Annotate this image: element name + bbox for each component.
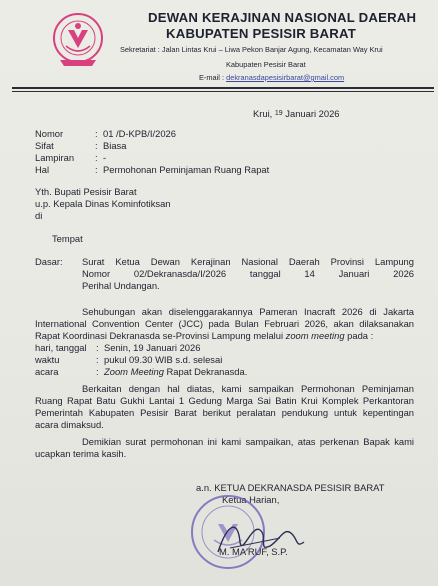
- header-rule-thick: [12, 87, 434, 89]
- signatory-name: M. MA'RUF, S.P.: [219, 546, 288, 557]
- body-p1-line-1: Sehubungan akan diselenggarakannya Pameran Inacraft 2026 di Jakarta: [82, 306, 414, 317]
- meta-value-nomor: 01 /D-KPB/I/2026: [103, 128, 176, 139]
- schedule-colon: :: [96, 366, 99, 377]
- meta-colon: :: [95, 128, 98, 139]
- meta-label-lampiran: Lampiran: [35, 152, 75, 163]
- dasar-label: Dasar:: [35, 256, 63, 267]
- signature-title: Ketua Harian,: [222, 494, 280, 505]
- schedule-value-time: pukul 09.30 WIB s.d. selesai: [104, 354, 223, 365]
- meta-label-nomor: Nomor: [35, 128, 64, 139]
- recipient-line-1: Yth. Bupati Pesisir Barat: [35, 186, 137, 197]
- recipient-line-2: u.p. Kepala Dinas Kominfotiksan: [35, 198, 171, 209]
- meta-colon: :: [95, 164, 98, 175]
- body-p2-line-1: Berkaitan dengan hal diatas, kami sampaikan Permohonan Peminjaman: [82, 383, 414, 394]
- schedule-label-event: acara: [35, 366, 59, 377]
- body-p1-line-2: International Convention Center (JCC) pada Bulan Februari 2026, akan dilaksanakan: [35, 318, 414, 329]
- meta-label-sifat: Sifat: [35, 140, 54, 151]
- regency-name: KABUPATEN PESISIR BARAT: [166, 26, 356, 41]
- body-p2-line-4: acara dimaksud.: [35, 419, 104, 430]
- email-label: E-mail :: [199, 73, 225, 82]
- meta-label-hal: Hal: [35, 164, 50, 175]
- org-name: DEWAN KERAJINAN NASIONAL DAERAH: [148, 10, 417, 25]
- recipient-line-4: Tempat: [52, 233, 83, 244]
- email-address[interactable]: dekranasdapesisirbarat@gmail.com: [226, 73, 345, 82]
- schedule-value-event: Zoom Meeting Rapat Dekranasda.: [104, 366, 248, 377]
- email-line: [199, 73, 344, 82]
- body-p1-line-3: Rapat Koordinasi Dekranasda se-Provinsi Lampung melalui zoom meeting pada :: [35, 330, 374, 341]
- meta-colon: :: [95, 152, 98, 163]
- dasar-line-3: Perihal Undangan.: [82, 280, 160, 291]
- dasar-line-2: Nomor 02/Dekranasda/I/2026 tanggal 14 Januari 2026: [82, 268, 414, 279]
- signature-on-behalf: a.n. KETUA DEKRANASDA PESISIR BARAT: [196, 482, 385, 493]
- schedule-label-time: waktu: [35, 354, 60, 365]
- recipient-line-3: di: [35, 210, 43, 221]
- handwritten-signature: [210, 512, 310, 566]
- body-p3-line-2: ucapkan terima kasih.: [35, 448, 127, 459]
- schedule-label-date: hari, tanggal: [35, 342, 87, 353]
- schedule-value-date: Senin, 19 Januari 2026: [104, 342, 201, 353]
- dekranasda-logo: [52, 8, 104, 70]
- meta-value-sifat: Biasa: [103, 140, 127, 151]
- header-rule-thin: [12, 91, 434, 92]
- body-p2-line-3: Pemerintah Kabupaten Pesisir Barat berikut peralatan pendukung untuk kepentingan: [35, 407, 414, 418]
- body-p2-line-2: Ruang Rapat Batu Gukhi Lantai 1 Gedung Marga Sai Batin Krui Komplek Perkantoran: [35, 395, 414, 406]
- address-city: Kabupaten Pesisir Barat: [226, 60, 306, 69]
- secretariat-address: Sekretariat : Jalan Lintas Krui – Liwa Pekon Banjar Agung, Kecamatan Way Krui: [120, 45, 383, 54]
- schedule-colon: :: [96, 342, 99, 353]
- body-p3-line-1: Demikian surat permohonan ini kami sampaikan, atas perkenan Bapak kami: [82, 436, 414, 447]
- meta-value-lampiran: -: [103, 152, 107, 163]
- date-day: 19: [274, 110, 283, 117]
- schedule-colon: :: [96, 354, 99, 365]
- meta-value-hal: Permohonan Peminjaman Ruang Rapat: [103, 164, 270, 175]
- dasar-line-1: Surat Ketua Dewan Kerajinan Nasional Daerah Provinsi Lampung: [82, 256, 414, 267]
- meta-colon: :: [95, 140, 98, 151]
- date-line: Krui, $^{19}$ Januari 2026: [253, 108, 340, 119]
